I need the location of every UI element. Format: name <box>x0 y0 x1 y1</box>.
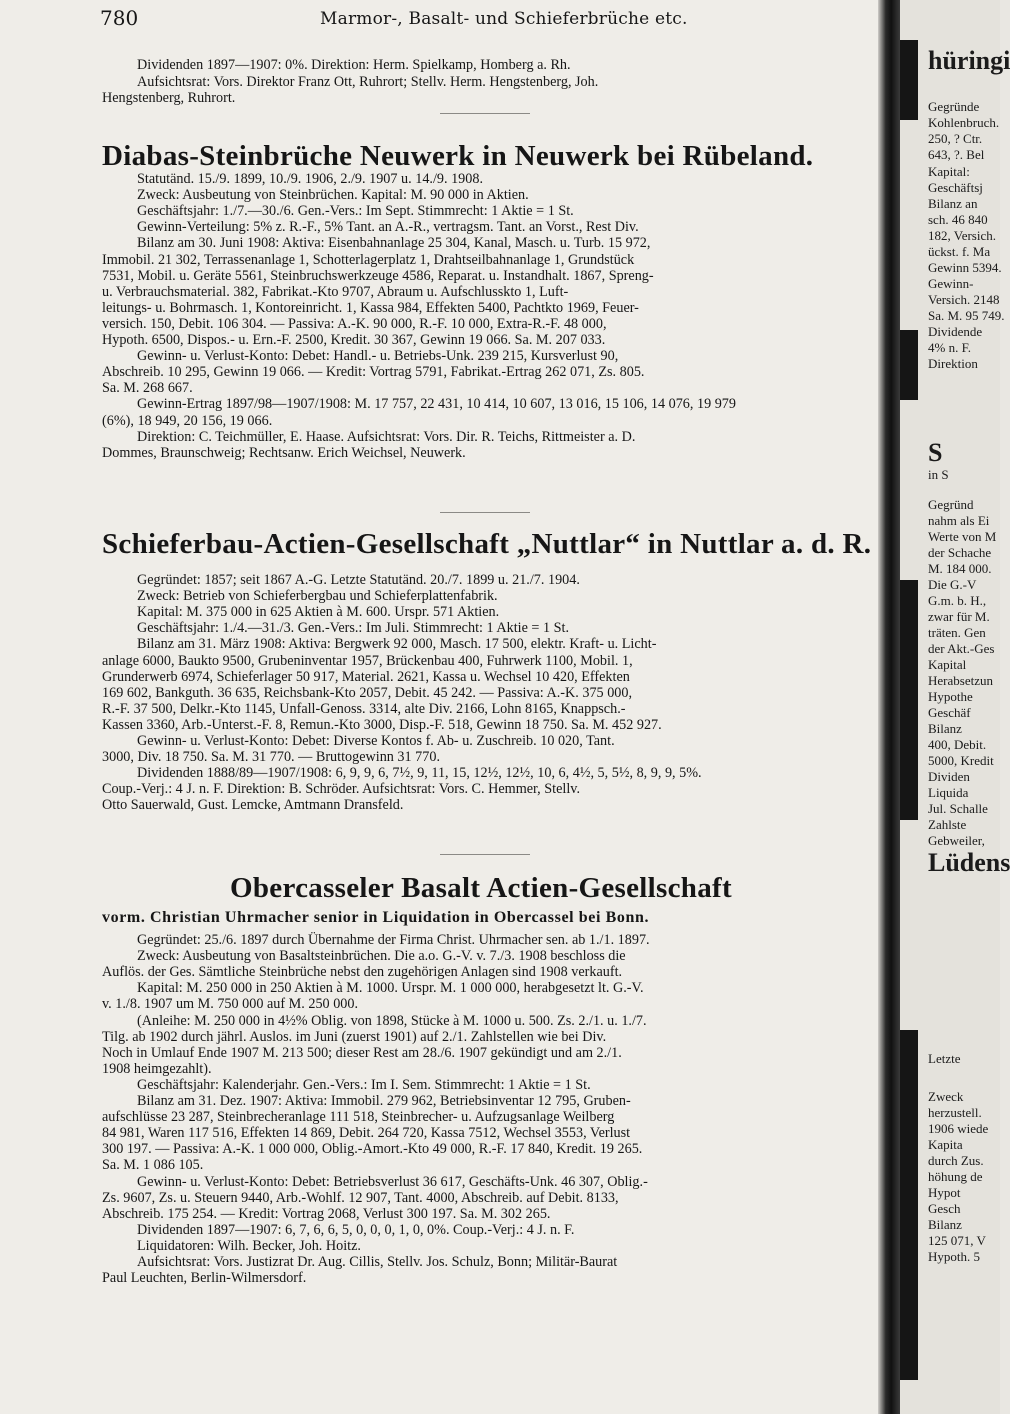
entry-line: Kapital: M. 250 000 in 250 Aktien à M. 1000. Urspr. M. 1 000 000, herabgesetzt lt. G.-V. <box>137 980 644 996</box>
adjacent-page-text: M. 184 000. <box>928 561 992 576</box>
adjacent-page-text: Gesch <box>928 1201 961 1216</box>
adjacent-page-text: 5000, Kredit <box>928 753 994 768</box>
entry-line: anlage 6000, Baukto 9500, Grubeninventar 1957, Brückenbau 400, Fuhrwerk 1100, Mobil. 1, <box>102 653 633 669</box>
adjacent-page-text: Die G.-V <box>928 577 977 592</box>
adjacent-page-text: 125 071, V <box>928 1233 986 1248</box>
adjacent-page-text: Bilanz an <box>928 196 978 211</box>
intro-line: Aufsichtsrat: Vors. Direktor Franz Ott, Ruhrort; Stellv. Herm. Hengstenberg, Joh. <box>137 74 599 90</box>
entry-line: Auflös. der Ges. Sämtliche Steinbrüche nebst den zugehörigen Anlagen sind 1908 verkauft. <box>102 964 623 980</box>
entry-line: 7531, Mobil. u. Geräte 5561, Steinbruchswerkzeuge 4586, Reparat. u. Instandhalt. 1867, Spreng- <box>102 268 654 284</box>
adjacent-page-text: Kohlenbruch. <box>928 115 1000 130</box>
gutter-shadow <box>900 330 918 400</box>
entry-line: leitungs- u. Bohrmasch. 1, Kontoreinricht. 1, Kassa 984, Effekten 5400, Pachtkto 1969, Feuer- <box>102 300 639 316</box>
adjacent-page-text: höhung de <box>928 1169 983 1184</box>
adjacent-page-text: ückst. f. Ma <box>928 244 991 259</box>
gutter-shadow <box>900 40 918 120</box>
adjacent-page-text: herzustell. <box>928 1105 982 1120</box>
adjacent-page-text: Dividen <box>928 769 970 784</box>
adjacent-page-text: Kapital <box>928 657 967 672</box>
page-number: 780 <box>100 6 139 30</box>
section-divider <box>440 854 530 855</box>
entry-line: u. Verbrauchsmaterial. 382, Fabrikat.-Kto 9707, Abraum u. Aufschlusskto 1, Luft- <box>102 284 569 300</box>
section-divider <box>440 113 530 114</box>
entry-line: aufschlüsse 23 287, Steinbrecheranlage 111 518, Steinbrecher- u. Aufzugsanlage Weilberg <box>102 1109 615 1125</box>
adjacent-page-text: 4% n. F. <box>928 340 972 355</box>
adjacent-page-text: Jul. Schalle <box>928 801 988 816</box>
section-divider <box>440 512 530 513</box>
adjacent-page-text: Hypothe <box>928 689 973 704</box>
intro-line: Dividenden 1897—1907: 0%. Direktion: Herm. Spielkamp, Homberg a. Rh. <box>137 57 571 73</box>
entry-line: Hypoth. 6500, Dispos.- u. Ern.-F. 2500, Kredit. 30 367, Gewinn 19 066. Sa. M. 207 033. <box>102 332 606 348</box>
adjacent-page-text: Kapital: <box>928 164 970 179</box>
adjacent-page-text: träten. Gen <box>928 625 986 640</box>
entry-line: Dividenden 1888/89—1907/1908: 6, 9, 9, 6, 7½, 9, 11, 15, 12½, 12½, 10, 6, 4½, 5, 5½, 8, 9, 9, 5%. <box>137 765 702 781</box>
adjacent-page-text: S <box>928 438 943 467</box>
entry-line: 300 197. — Passiva: A.-K. 1 000 000, Oblig.-Amort.-Kto 49 000, R.-F. 17 840, Kredit. 19 265. <box>102 1141 643 1157</box>
entry-line: Paul Leuchten, Berlin-Wilmersdorf. <box>102 1270 307 1286</box>
intro-line: Hengstenberg, Ruhrort. <box>102 90 236 106</box>
entry-line: Bilanz am 31. Dez. 1907: Aktiva: Immobil. 279 962, Betriebsinventar 12 795, Gruben- <box>137 1093 631 1109</box>
entry-line: Gewinn-Verteilung: 5% z. R.-F., 5% Tant. an A.-R., vertragsm. Tant. an Vorst., Rest Div. <box>137 219 639 235</box>
entry-line: Dommes, Braunschweig; Rechtsanw. Erich Weichsel, Neuwerk. <box>102 445 466 461</box>
entry-line: Geschäftsjahr: 1./7.—30./6. Gen.-Vers.: Im Sept. Stimmrecht: 1 Aktie = 1 St. <box>137 203 574 219</box>
adjacent-page-text: Kapita <box>928 1137 963 1152</box>
gutter-shadow <box>900 1060 918 1380</box>
adjacent-page-text: Gegründ <box>928 497 974 512</box>
entry-line: v. 1./8. 1907 um M. 750 000 auf M. 250 000. <box>102 996 359 1012</box>
entry-line: Noch in Umlauf Ende 1907 M. 213 500; dieser Rest am 28./6. 1907 gekündigt und am 2./1. <box>102 1045 622 1061</box>
entry-line: Geschäftsjahr: Kalenderjahr. Gen.-Vers.: Im I. Sem. Stimmrecht: 1 Aktie = 1 St. <box>137 1077 591 1093</box>
adjacent-page-text: Werte von M <box>928 529 997 544</box>
adjacent-page-text: Dividende <box>928 324 983 339</box>
adjacent-page-text: Gebweiler, <box>928 833 985 848</box>
adjacent-page-text: Lüdens <box>928 848 1010 877</box>
page-header <box>100 6 868 30</box>
adjacent-page-text: 182, Versich. <box>928 228 997 243</box>
adjacent-page-text: durch Zus. <box>928 1153 984 1168</box>
entry-line: Zweck: Ausbeutung von Steinbrüchen. Kapital: M. 90 000 in Aktien. <box>137 187 529 203</box>
entry-line: Zweck: Ausbeutung von Basaltsteinbrüchen. Die a.o. G.-V. v. 7./3. 1908 beschloss die <box>137 948 626 964</box>
entry-line: Liquidatoren: Wilh. Becker, Joh. Hoitz. <box>137 1238 361 1254</box>
entry-line: Bilanz am 31. März 1908: Aktiva: Bergwerk 92 000, Masch. 17 500, elektr. Kraft- u. Licht- <box>137 636 657 652</box>
adjacent-page-fragment <box>900 0 1010 1414</box>
entry-line: Zs. 9607, Zs. u. Steuern 9440, Arb.-Wohlf. 12 907, Tant. 4000, Abschreib. auf Debit. 8133, <box>102 1190 619 1206</box>
entry-line: Abschreib. 175 254. — Kredit: Vortrag 2068, Verlust 300 197. Sa. M. 302 265. <box>102 1206 551 1222</box>
entry-line: R.-F. 37 500, Delkr.-Kto 1145, Unfall-Genoss. 3314, alte Div. 2166, Lohn 8165, Knappsch.- <box>102 701 626 717</box>
entry-line: 84 981, Waren 117 516, Effekten 14 869, Debit. 264 720, Kassa 7512, Wechsel 3553, Verlust <box>102 1125 631 1141</box>
adjacent-page-text: hüringi <box>928 46 1010 75</box>
entry-line: Coup.-Verj.: 4 J. n. F. Direktion: B. Schröder. Aufsichtsrat: Vors. C. Hemmer, Stellv. <box>102 781 581 797</box>
adjacent-page-text: Hypot <box>928 1185 961 1200</box>
entry-line: Gewinn- u. Verlust-Konto: Debet: Diverse Kontos f. Ab- u. Zuschreib. 10 020, Tant. <box>137 733 615 749</box>
entry-line: Aufsichtsrat: Vors. Justizrat Dr. Aug. Cillis, Stellv. Jos. Schulz, Bonn; Militär-Baurat <box>137 1254 618 1270</box>
entry-line: Direktion: C. Teichmüller, E. Haase. Aufsichtsrat: Vors. Dir. R. Teichs, Rittmeister a. D. <box>137 429 636 445</box>
adjacent-page-text: nahm als Ei <box>928 513 990 528</box>
entry-line: Statutänd. 15./9. 1899, 10./9. 1906, 2./9. 1907 u. 14./9. 1908. <box>137 171 484 187</box>
section-title: Schieferbau-Actien-Gesellschaft „Nuttlar“ in Nuttlar a. d. R. <box>102 528 872 560</box>
adjacent-page-text: Geschäftsj <box>928 180 983 195</box>
entry-line: Grunderwerb 6974, Schieferlager 50 917, Material. 2621, Kassa u. Wechsel 10 420, Effekten <box>102 669 630 685</box>
section-title: Obercasseler Basalt Actien-Gesellschaft <box>230 872 732 904</box>
adjacent-page-text: 643, ?. Bel <box>928 147 985 162</box>
entry-line: Gewinn-Ertrag 1897/98—1907/1908: M. 17 757, 22 431, 10 414, 10 607, 13 016, 15 106, 14 076, 19 979 <box>137 396 736 412</box>
entry-line: Kassen 3360, Arb.-Unterst.-F. 8, Remun.-Kto 3000, Disp.-F. 518, Gewinn 18 750. Sa. M. 452 927. <box>102 717 662 733</box>
adjacent-page-text: Bilanz <box>928 721 962 736</box>
adjacent-page-text: Letzte <box>928 1051 961 1066</box>
book-gutter <box>878 0 900 1414</box>
adjacent-page-text: 1906 wiede <box>928 1121 989 1136</box>
entry-line: Gegründet: 25./6. 1897 durch Übernahme der Firma Christ. Uhrmacher sen. ab 1./1. 1897. <box>137 932 650 948</box>
adjacent-page-text: Gegründe <box>928 99 980 114</box>
adjacent-page-text: zwar für M. <box>928 609 990 624</box>
adjacent-page-text: Hypoth. 5 <box>928 1249 980 1264</box>
adjacent-page-text: Herabsetzun <box>928 673 993 688</box>
entry-line: Sa. M. 1 086 105. <box>102 1157 204 1173</box>
entry-line: Sa. M. 268 667. <box>102 380 193 396</box>
entry-line: Immobil. 21 302, Terrassenanlage 1, Schotterlagerplatz 1, Drahtseilbahnanlage 1, Grundstück <box>102 252 635 268</box>
running-title: Marmor-, Basalt- und Schieferbrüche etc. <box>320 9 688 29</box>
entry-line: 3000, Div. 18 750. Sa. M. 31 770. — Bruttogewinn 31 770. <box>102 749 440 765</box>
gutter-shadow <box>900 580 918 820</box>
adjacent-page-text: sch. 46 840 <box>928 212 988 227</box>
entry-line: Abschreib. 10 295, Gewinn 19 066. — Kredit: Vortrag 5791, Fabrikat.-Ertrag 262 071, Zs. 805. <box>102 364 645 380</box>
adjacent-page-text: Zahlste <box>928 817 967 832</box>
entry-line: Tilg. ab 1902 durch jährl. Auslos. im Juni (zuerst 1901) auf 2./1. Zahlstellen wie bei Div. <box>102 1029 607 1045</box>
adjacent-page-text: Sa. M. 95 749. <box>928 308 1005 323</box>
adjacent-page-text: Gewinn 5394. <box>928 260 1002 275</box>
adjacent-page-text: Zweck <box>928 1089 964 1104</box>
adjacent-page-text: 400, Debit. <box>928 737 987 752</box>
entry-line: 169 602, Bankguth. 36 635, Reichsbank-Kto 2057, Debit. 45 242. — Passiva: A.-K. 375 000, <box>102 685 633 701</box>
adjacent-page-text: 250, ? Ctr. <box>928 131 983 146</box>
entry-line: versich. 150, Debit. 106 304. — Passiva: A.-K. 90 000, R.-F. 10 000, Extra-R.-F. 48 000, <box>102 316 607 332</box>
adjacent-page-text: Versich. 2148 <box>928 292 1000 307</box>
adjacent-page-text: Geschäf <box>928 705 971 720</box>
adjacent-page-text: der Schache <box>928 545 992 560</box>
entry-line: Zweck: Betrieb von Schieferbergbau und Schieferplattenfabrik. <box>137 588 498 604</box>
adjacent-page-text: Gewinn- <box>928 276 974 291</box>
adjacent-page-text: in S <box>928 467 949 482</box>
entry-line: Gegründet: 1857; seit 1867 A.-G. Letzte Statutänd. 20./7. 1899 u. 21./7. 1904. <box>137 572 580 588</box>
entry-line: Dividenden 1897—1907: 6, 7, 6, 6, 5, 0, 0, 0, 1, 0, 0%. Coup.-Verj.: 4 J. n. F. <box>137 1222 575 1238</box>
adjacent-page-text: Liquida <box>928 785 969 800</box>
adjacent-page-text: der Akt.-Ges <box>928 641 995 656</box>
section-title: Diabas-Steinbrüche Neuwerk in Neuwerk bei Rübeland. <box>102 140 814 172</box>
entry-line: (Anleihe: M. 250 000 in 4½% Oblig. von 1898, Stücke à M. 1000 u. 500. Zs. 2./1. u. 1./7. <box>137 1013 647 1029</box>
entry-line: Otto Sauerwald, Gust. Lemcke, Amtmann Dransfeld. <box>102 797 404 813</box>
adjacent-page-text: G.m. b. H., <box>928 593 987 608</box>
entry-line: Gewinn- u. Verlust-Konto: Debet: Handl.- u. Betriebs-Unk. 239 215, Kursverlust 90, <box>137 348 619 364</box>
entry-line: 1908 heimgezahlt). <box>102 1061 212 1077</box>
entry-line: Gewinn- u. Verlust-Konto: Debet: Betriebsverlust 36 617, Geschäfts-Unk. 46 307, Oblig.- <box>137 1174 648 1190</box>
entry-line: Geschäftsjahr: 1./4.—31./3. Gen.-Vers.: Im Juli. Stimmrecht: 1 Aktie = 1 St. <box>137 620 569 636</box>
entry-line: Bilanz am 30. Juni 1908: Aktiva: Eisenbahnanlage 25 304, Kanal, Masch. u. Turb. 15 972, <box>137 235 651 251</box>
adjacent-page-text: Direktion <box>928 356 978 371</box>
entry-line: (6%), 18 949, 20 156, 19 066. <box>102 413 273 429</box>
adjacent-page-text: Bilanz <box>928 1217 962 1232</box>
entry-line: Kapital: M. 375 000 in 625 Aktien à M. 600. Urspr. 571 Aktien. <box>137 604 500 620</box>
section-subtitle: vorm. Christian Uhrmacher senior in Liquidation in Obercassel bei Bonn. <box>102 909 650 926</box>
